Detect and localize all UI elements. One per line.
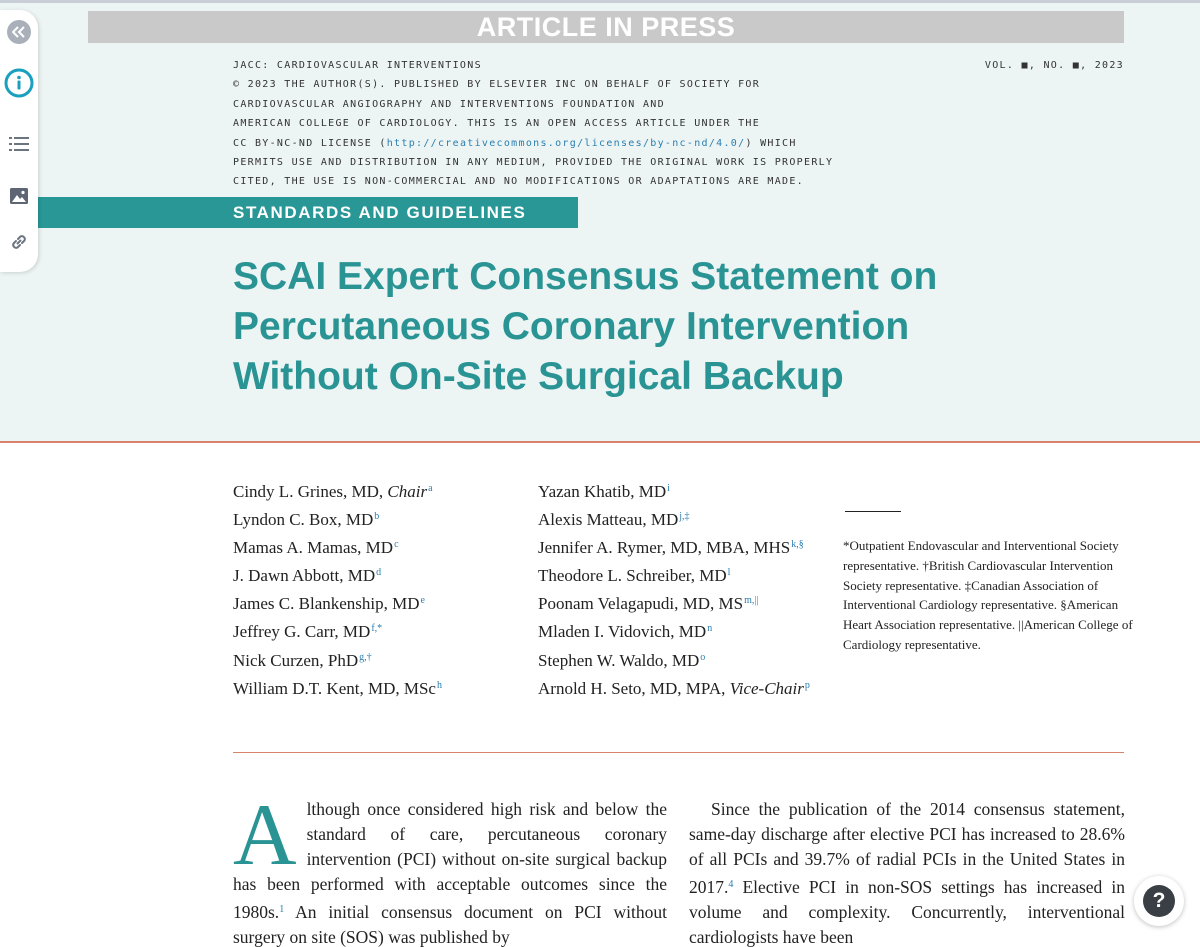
author-role: Chair xyxy=(387,482,428,501)
copyright-line: © 2023 THE AUTHOR(S). PUBLISHED BY ELSEVIER INC ON BEHALF OF SOCIETY FOR xyxy=(233,79,761,91)
permits-line: CITED, THE USE IS NON-COMMERCIAL AND NO MODIFICATIONS OR ADAPTATIONS ARE MADE. xyxy=(233,176,804,188)
link-icon xyxy=(9,232,29,252)
author-name xyxy=(233,616,442,644)
body-divider xyxy=(233,752,1124,753)
author-text: Theodore L. Schreiber, MD xyxy=(538,566,727,586)
citation-ref[interactable]: 1 xyxy=(279,904,285,915)
author-name xyxy=(233,588,442,616)
journal-name: JACC: CARDIOVASCULAR INTERVENTIONS xyxy=(233,60,482,71)
author-name xyxy=(233,476,442,504)
author-text: Jennifer A. Rymer, MD, MBA, MHS xyxy=(538,538,791,558)
author-text: William D.T. Kent, MD, MSc xyxy=(233,678,436,698)
affiliation-ref[interactable]: e xyxy=(420,595,425,607)
author-text: Alexis Matteau, MD xyxy=(538,510,679,530)
author-name xyxy=(538,560,810,588)
top-divider xyxy=(0,0,1200,3)
affiliation-ref[interactable]: k,§ xyxy=(791,539,804,551)
affiliation-ref[interactable]: n xyxy=(707,623,713,635)
journal-metadata xyxy=(233,56,853,192)
author-name xyxy=(538,588,810,616)
copyright-line: AMERICAN COLLEGE OF CARDIOLOGY. THIS IS AN OPEN ACCESS ARTICLE UNDER THE xyxy=(233,118,761,130)
author-name xyxy=(233,560,442,588)
author-name xyxy=(538,504,810,532)
affiliation-ref[interactable]: h xyxy=(436,679,442,691)
author-text: Lyndon C. Box, MD xyxy=(233,510,374,530)
affiliation-ref[interactable]: f,* xyxy=(371,623,383,635)
author-name xyxy=(538,532,810,560)
affiliation-ref[interactable]: j,‡ xyxy=(679,511,690,523)
article-title xyxy=(233,252,1133,402)
author-text: Cindy L. Grines, MD, xyxy=(233,482,388,501)
author-name xyxy=(233,532,442,560)
author-text: Nick Curzen, PhD xyxy=(233,650,359,670)
affiliation-ref[interactable]: i xyxy=(667,483,670,494)
permits-line: PERMITS USE AND DISTRIBUTION IN ANY MEDIUM, PROVIDED THE ORIGINAL WORK IS PROPERLY xyxy=(233,157,834,169)
affiliation-ref[interactable]: g,† xyxy=(359,651,372,663)
author-text: J. Dawn Abbott, MD xyxy=(233,566,376,586)
license-suffix: ) WHICH xyxy=(745,137,797,149)
double-chevron-left-icon xyxy=(7,20,31,44)
collapse-sidebar-button[interactable] xyxy=(0,20,38,44)
image-icon xyxy=(9,187,29,205)
author-text: James C. Blankenship, MD xyxy=(233,594,420,614)
author-list-middle xyxy=(538,476,810,701)
license-prefix: CC BY-NC-ND LICENSE ( xyxy=(233,137,387,149)
author-name xyxy=(233,673,442,701)
list-icon xyxy=(9,136,29,152)
author-name xyxy=(233,504,442,532)
citation-ref[interactable]: 4 xyxy=(728,879,734,890)
affiliation-ref[interactable]: a xyxy=(428,483,433,494)
author-name xyxy=(538,476,810,504)
affiliation-ref[interactable]: l xyxy=(727,567,731,579)
links-button[interactable] xyxy=(0,230,38,254)
affiliation-ref[interactable]: b xyxy=(374,511,380,523)
drop-cap: A xyxy=(233,787,297,884)
volume-number: VOL. ■, NO. ■, 2023 xyxy=(984,60,1124,71)
author-text: Yazan Khatib, MD xyxy=(538,482,667,501)
question-icon: ? xyxy=(1143,885,1175,917)
author-text: Arnold H. Seto, MD, MPA, xyxy=(538,678,730,698)
author-text: Mladen I. Vidovich, MD xyxy=(538,622,707,642)
section-label: STANDARDS AND GUIDELINES xyxy=(38,197,578,228)
header-divider xyxy=(0,441,1200,443)
license-line xyxy=(233,134,853,153)
representative-footnote: *Outpatient Endovascular and Interventional Society representative. †British Cardiovascular Intervention Society representative. ‡Canadian Association of Interventional Cardiology representative. §American Heart Association representative. ||American College of Cardiology representative. xyxy=(843,538,1133,652)
article-in-press-banner: ARTICLE IN PRESS xyxy=(88,11,1124,43)
figures-button[interactable] xyxy=(0,184,38,208)
footnote-divider xyxy=(845,511,901,512)
author-list-left xyxy=(233,476,442,701)
author-name xyxy=(233,645,442,673)
author-name xyxy=(538,673,810,701)
paragraph-text: An initial consensus document on PCI without surgery on site (SOS) was published by xyxy=(233,902,667,947)
affiliation-ref[interactable]: m,|| xyxy=(744,595,759,607)
author-name xyxy=(538,616,810,644)
title-line: SCAI Expert Consensus Statement on xyxy=(233,255,938,298)
author-text: Poonam Velagapudi, MD, MS xyxy=(538,594,744,614)
author-text: Jeffrey G. Carr, MD xyxy=(233,622,371,642)
author-text: Stephen W. Waldo, MD xyxy=(538,650,700,670)
paragraph-text: Elective PCI in non-SOS settings has increased in volume and complexity. Concurrently, interventional cardiologists have been xyxy=(689,877,1125,947)
author-role: Vice-Chair xyxy=(729,678,804,698)
info-icon xyxy=(4,68,34,98)
paragraph-text: Since the publication of the 2014 consensus statement, same-day discharge after elective PCI has increased to 28.6% of all PCIs and 39.7% of radial PCIs in the United States in 2017. xyxy=(689,799,1125,897)
affiliation-ref[interactable]: d xyxy=(376,567,382,579)
outline-button[interactable] xyxy=(0,132,38,156)
license-link[interactable]: http://creativecommons.org/licenses/by-nc-nd/4.0/ xyxy=(386,137,746,149)
title-line: Percutaneous Coronary Intervention xyxy=(233,305,910,348)
title-line: Without On-Site Surgical Backup xyxy=(233,355,844,398)
author-text: Mamas A. Mamas, MD xyxy=(233,538,394,558)
author-name xyxy=(538,645,810,673)
article-info-button[interactable] xyxy=(0,68,38,98)
side-toolbar xyxy=(0,10,38,272)
affiliation-ref[interactable]: p xyxy=(804,679,810,691)
affiliation-ref[interactable]: o xyxy=(700,651,706,663)
affiliation-ref[interactable]: c xyxy=(394,539,399,551)
body-column-right xyxy=(689,797,1125,947)
paragraph-text: lthough once considered high risk and below the standard of care, percutaneous coronary intervention (PCI) without on-site surgical backup has been performed with acceptable outcomes since the 1980s. xyxy=(233,799,667,922)
body-column-left xyxy=(233,787,667,947)
copyright-line: CARDIOVASCULAR ANGIOGRAPHY AND INTERVENTIONS FOUNDATION AND xyxy=(233,98,665,110)
help-button[interactable] xyxy=(1134,876,1184,926)
